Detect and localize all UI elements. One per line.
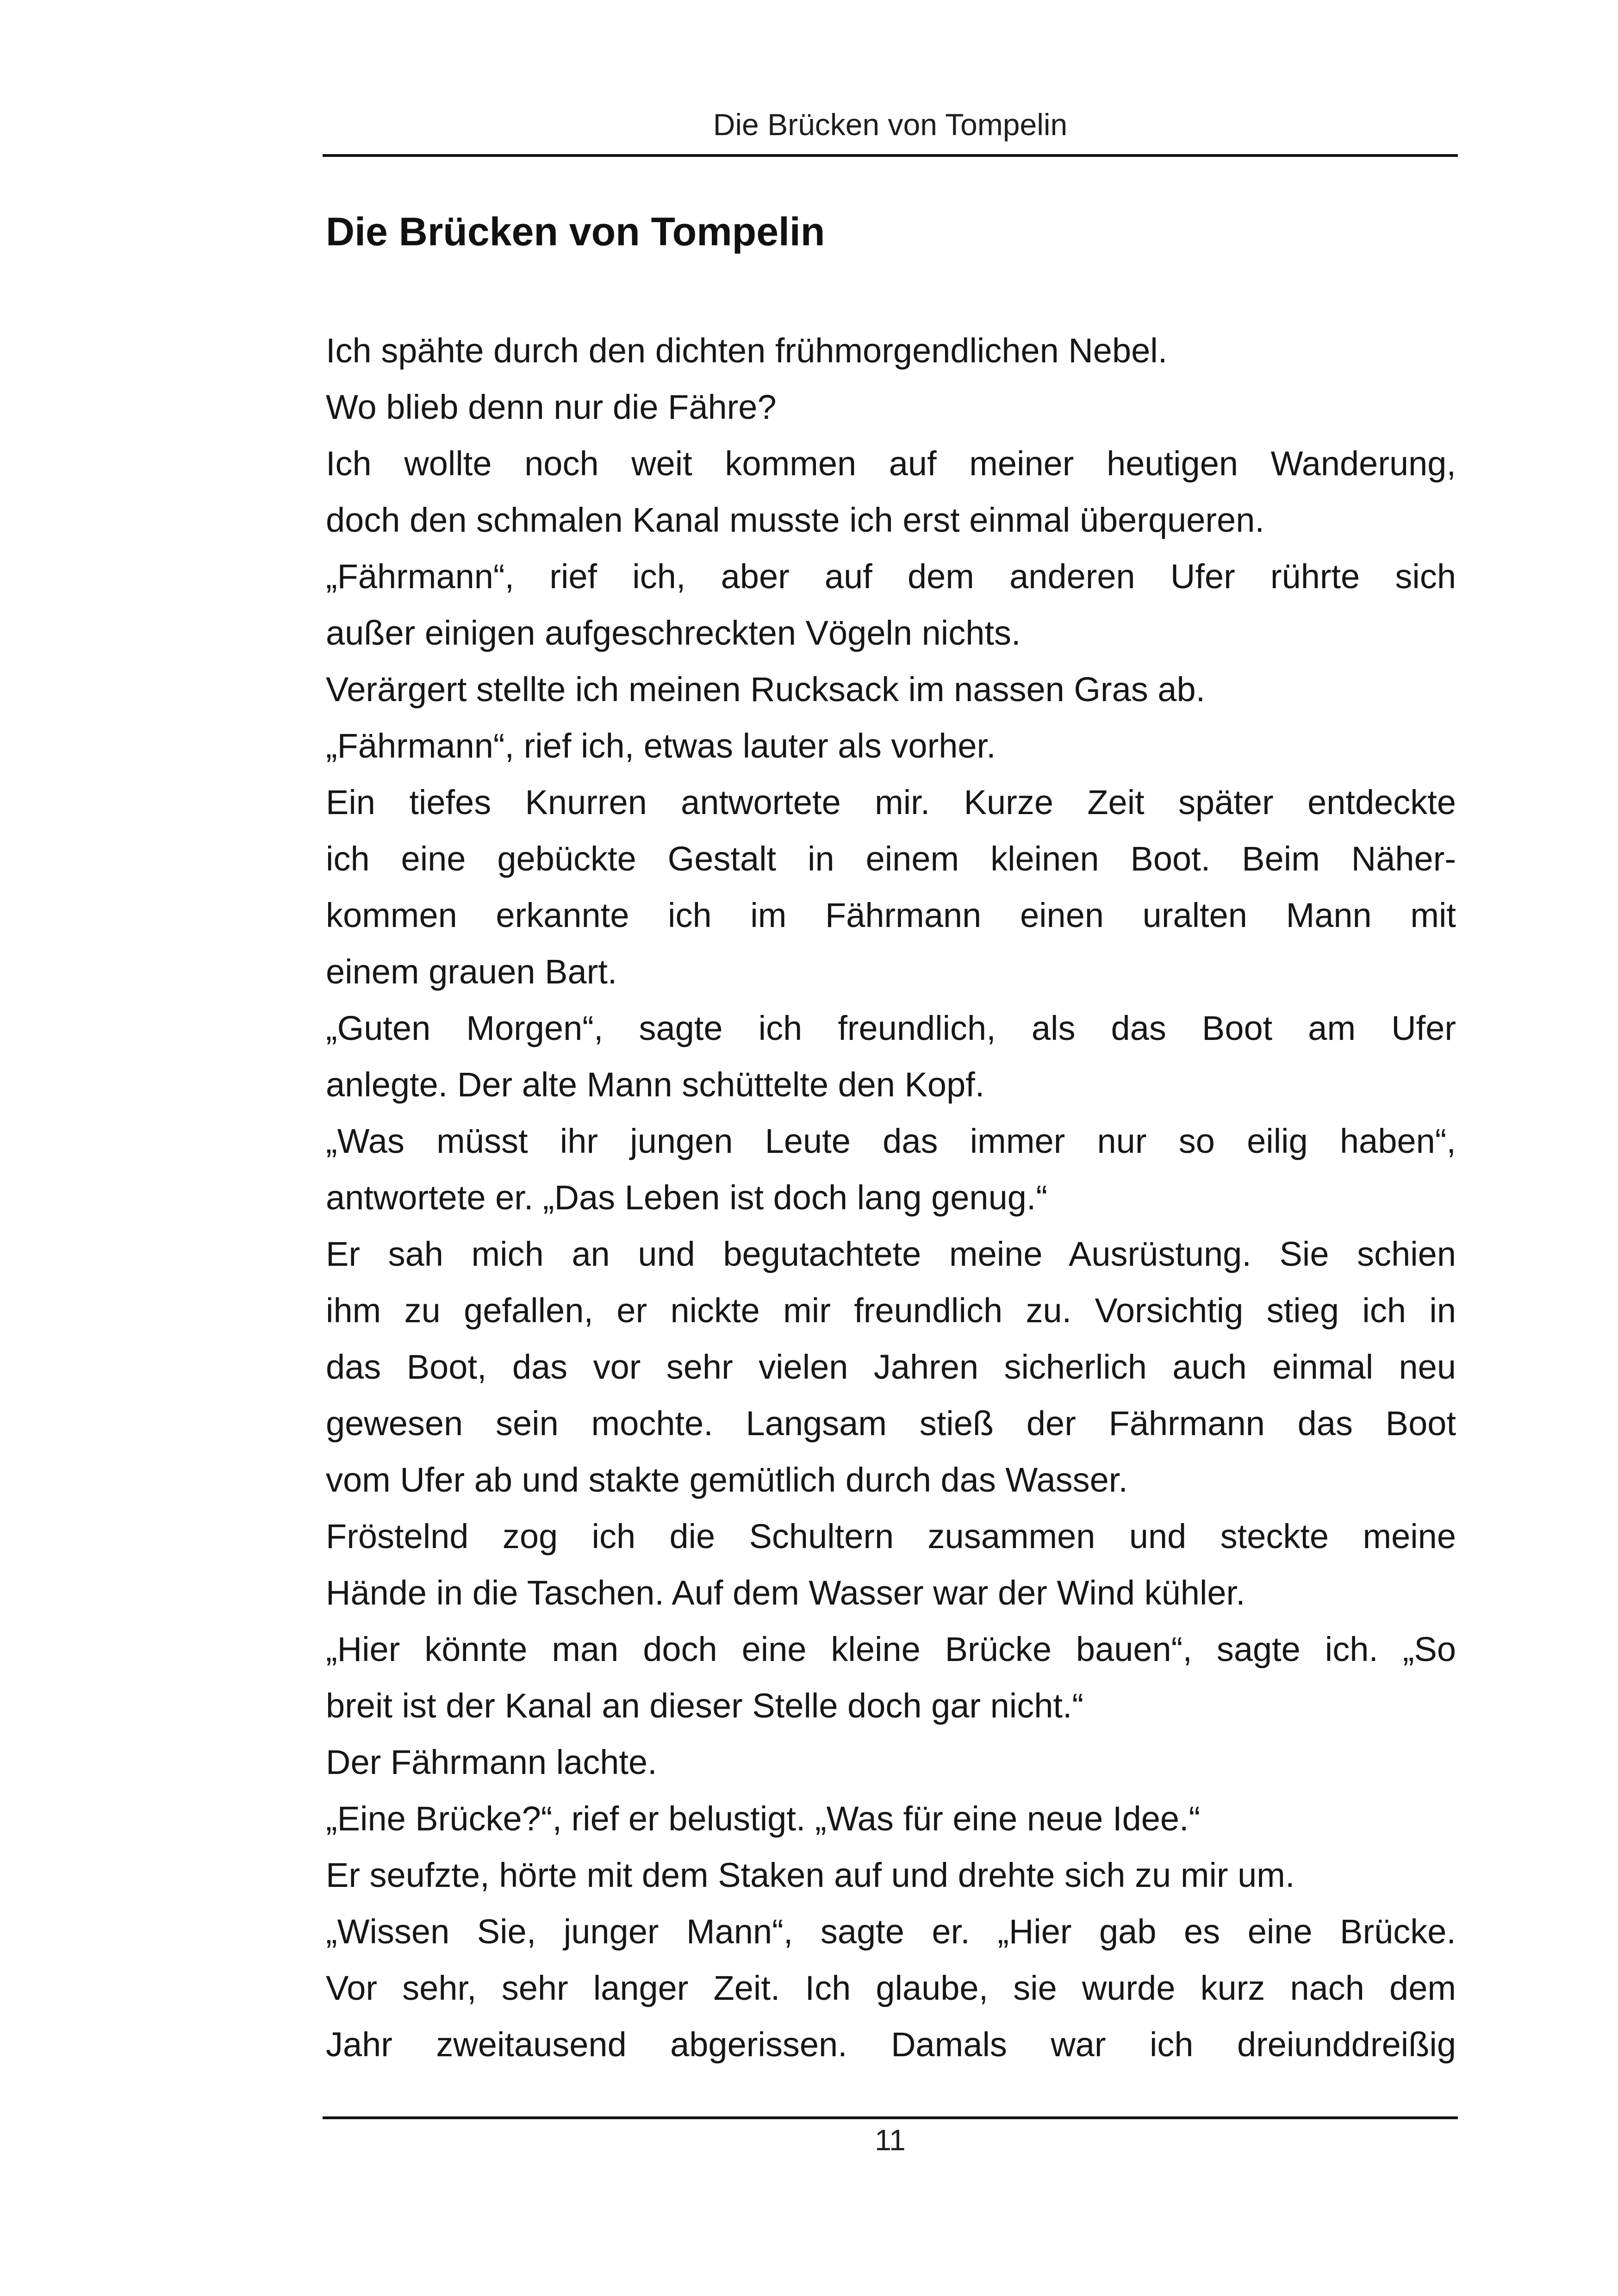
header-rule [323, 154, 1458, 157]
page-number: 11 [875, 2123, 906, 2157]
text-line: Hände in die Taschen. Auf dem Wasser war der Wind kühler. [326, 1574, 1245, 1612]
text-line: ich eine gebückte Gestalt in einem kleinen Boot. Beim Näher- [326, 840, 1456, 878]
footer-rule [323, 2116, 1458, 2119]
text-line: doch den schmalen Kanal musste ich erst einmal überqueren. [326, 501, 1264, 539]
text-line: Er seufzte, hörte mit dem Staken auf und drehte sich zu mir um. [326, 1856, 1295, 1894]
text-line: Er sah mich an und begutachtete meine Ausrüstung. Sie schien [326, 1235, 1456, 1273]
text-line: „Fährmann“, rief ich, aber auf dem anderen Ufer rührte sich [326, 557, 1456, 596]
text-line: anlegte. Der alte Mann schüttelte den Kopf. [326, 1065, 985, 1104]
text-line: kommen erkannte ich im Fährmann einen uralten Mann mit [326, 896, 1456, 934]
text-line: vom Ufer ab und stakte gemütlich durch das Wasser. [326, 1461, 1128, 1499]
chapter-title: Die Brücken von Tompelin [326, 210, 825, 254]
text-line: breit ist der Kanal an dieser Stelle doch gar nicht.“ [326, 1686, 1084, 1725]
text-line: „Guten Morgen“, sagte ich freundlich, als das Boot am Ufer [326, 1009, 1456, 1047]
text-line: „Hier könnte man doch eine kleine Brücke bauen“, sagte ich. „So [326, 1630, 1456, 1668]
text-line: Der Fährmann lachte. [326, 1743, 657, 1781]
running-header: Die Brücken von Tompelin [713, 107, 1068, 142]
text-line: Wo blieb denn nur die Fähre? [326, 388, 777, 426]
text-line: einem grauen Bart. [326, 952, 617, 991]
text-line: Ein tiefes Knurren antwortete mir. Kurze Zeit später entdeckte [326, 783, 1456, 821]
text-line: Vor sehr, sehr langer Zeit. Ich glaube, sie wurde kurz nach dem [326, 1969, 1456, 2007]
text-line: „Fährmann“, rief ich, etwas lauter als vorher. [326, 727, 996, 765]
text-line: „Wissen Sie, junger Mann“, sagte er. „Hier gab es eine Brücke. [326, 1912, 1456, 1951]
text-line: Ich spähte durch den dichten frühmorgendlichen Nebel. [326, 331, 1168, 370]
text-line: außer einigen aufgeschreckten Vögeln nichts. [326, 614, 1021, 652]
text-line: Jahr zweitausend abgerissen. Damals war ich dreiunddreißig [326, 2025, 1456, 2064]
text-line: antwortete er. „Das Leben ist doch lang genug.“ [326, 1178, 1048, 1217]
text-line: ihm zu gefallen, er nickte mir freundlich zu. Vorsichtig stieg ich in [326, 1291, 1456, 1330]
text-line: Verärgert stellte ich meinen Rucksack im nassen Gras ab. [326, 670, 1206, 709]
text-line: „Eine Brücke?“, rief er belustigt. „Was für eine neue Idee.“ [326, 1799, 1201, 1838]
text-line: Ich wollte noch weit kommen auf meiner heutigen Wanderung, [326, 444, 1456, 483]
text-line: das Boot, das vor sehr vielen Jahren sicherlich auch einmal neu [326, 1348, 1456, 1386]
body-text [326, 323, 1456, 2073]
text-line: gewesen sein mochte. Langsam stieß der Fährmann das Boot [326, 1404, 1456, 1443]
text-line: Fröstelnd zog ich die Schultern zusammen und steckte meine [326, 1517, 1456, 1556]
text-line: „Was müsst ihr jungen Leute das immer nur so eilig haben“, [326, 1122, 1456, 1160]
